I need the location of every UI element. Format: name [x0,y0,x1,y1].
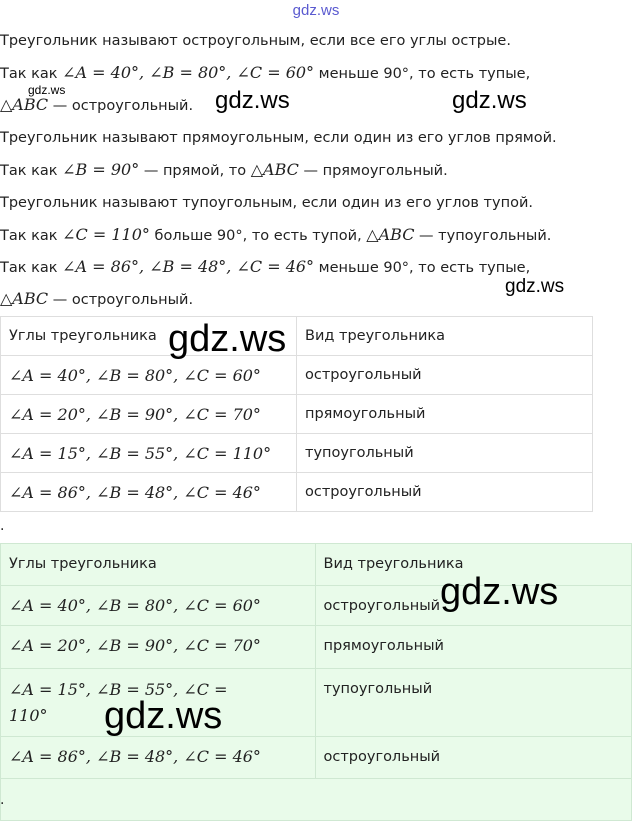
math-triangle: △ABC [366,225,415,244]
watermark-medium: gdz.ws [505,276,565,297]
angles-cell: ∠A = 20°, ∠B = 90°, ∠C = 70° [1,626,316,669]
separator-dot: . [0,518,5,534]
table-row [1,356,593,395]
type-cell: прямоугольный [297,395,593,434]
type-cell: остроугольный [297,356,593,395]
reasoning-line-5 [0,257,530,276]
angles-cell: ∠A = 40°, ∠B = 80°, ∠C = 60° [1,586,316,626]
table-row [1,669,632,737]
text-prefix: Так как [0,163,63,179]
type-cell: тупоугольный [315,669,632,737]
table-header-cell: Углы треугольника [1,544,316,586]
definition-acute: Треугольник называют остроугольным, если все его углы острые. [0,33,511,49]
math-triangle: △ABC [0,95,49,114]
table-row [1,473,593,512]
text-middle: — прямой, то [139,163,251,179]
text-suffix: — прямоугольный. [298,163,448,179]
math-angle: ∠C = 110° [62,225,150,244]
text-suffix: — остроугольный. [48,292,194,308]
type-cell: тупоугольный [297,434,593,473]
watermark-small: gdz.ws [28,83,66,97]
empty-cell [315,779,632,821]
definition-right: Треугольник называют прямоугольным, если один из его углов прямой. [0,130,557,146]
reasoning-line-4 [0,225,551,244]
text-suffix: — остроугольный. [48,98,194,114]
angles-cell: ∠A = 40°, ∠B = 80°, ∠C = 60° [1,356,297,395]
angles-cell: ∠A = 86°, ∠B = 48°, ∠C = 46° [1,737,316,779]
table-header-cell: Углы треугольника [1,317,297,356]
table-header-cell: Вид треугольника [315,544,632,586]
type-cell: остроугольный [315,737,632,779]
empty-cell [1,779,316,821]
table-row [1,434,593,473]
table-header-row [1,317,593,356]
math-triangle: △ABC [250,160,299,179]
text-prefix: Так как [0,260,63,276]
math-angle: ∠B = 90° [62,160,140,179]
math-triangle: △ABC [0,289,49,308]
angles-cell: ∠A = 20°, ∠B = 90°, ∠C = 70° [1,395,297,434]
watermark-top: gdz.ws [292,2,340,19]
separator-dot: . [0,792,5,808]
math-angles: ∠A = 40°, ∠B = 80°, ∠C = 60° [62,63,315,82]
definition-obtuse: Треугольник называют тупоугольным, если один из его углов тупой. [0,195,533,211]
reasoning-line-6 [0,289,193,308]
watermark-medium: gdz.ws [452,87,527,114]
angles-cell: ∠A = 15°, ∠B = 55°, ∠C = 110° [1,669,316,737]
reasoning-line-3 [0,160,448,179]
text-suffix: меньше 90°, то есть тупые, [314,260,531,276]
watermark-large: gdz.ws [440,571,559,613]
text-suffix: — тупоугольный. [414,228,552,244]
text-prefix: Так как [0,66,63,82]
type-cell: остроугольный [297,473,593,512]
angles-table [0,316,593,512]
math-angles: ∠A = 86°, ∠B = 48°, ∠C = 46° [62,257,315,276]
text-prefix: Так как [0,228,63,244]
table-row [1,395,593,434]
watermark-medium: gdz.ws [215,87,290,114]
angles-cell: ∠A = 86°, ∠B = 48°, ∠C = 46° [1,473,297,512]
text-middle: больше 90°, то есть тупой, [149,228,367,244]
watermark-large: gdz.ws [104,695,223,737]
table-footer-row [1,779,632,821]
reasoning-line-1 [0,63,530,82]
type-cell: остроугольный [315,586,632,626]
reasoning-line-2 [0,95,193,114]
angles-cell: ∠A = 15°, ∠B = 55°, ∠C = 110° [1,434,297,473]
text-suffix: меньше 90°, то есть тупые, [314,66,531,82]
table-row [1,626,632,669]
table-row [1,737,632,779]
watermark-large: gdz.ws [168,318,287,360]
table-header-cell: Вид треугольника [297,317,593,356]
type-cell: прямоугольный [315,626,632,669]
